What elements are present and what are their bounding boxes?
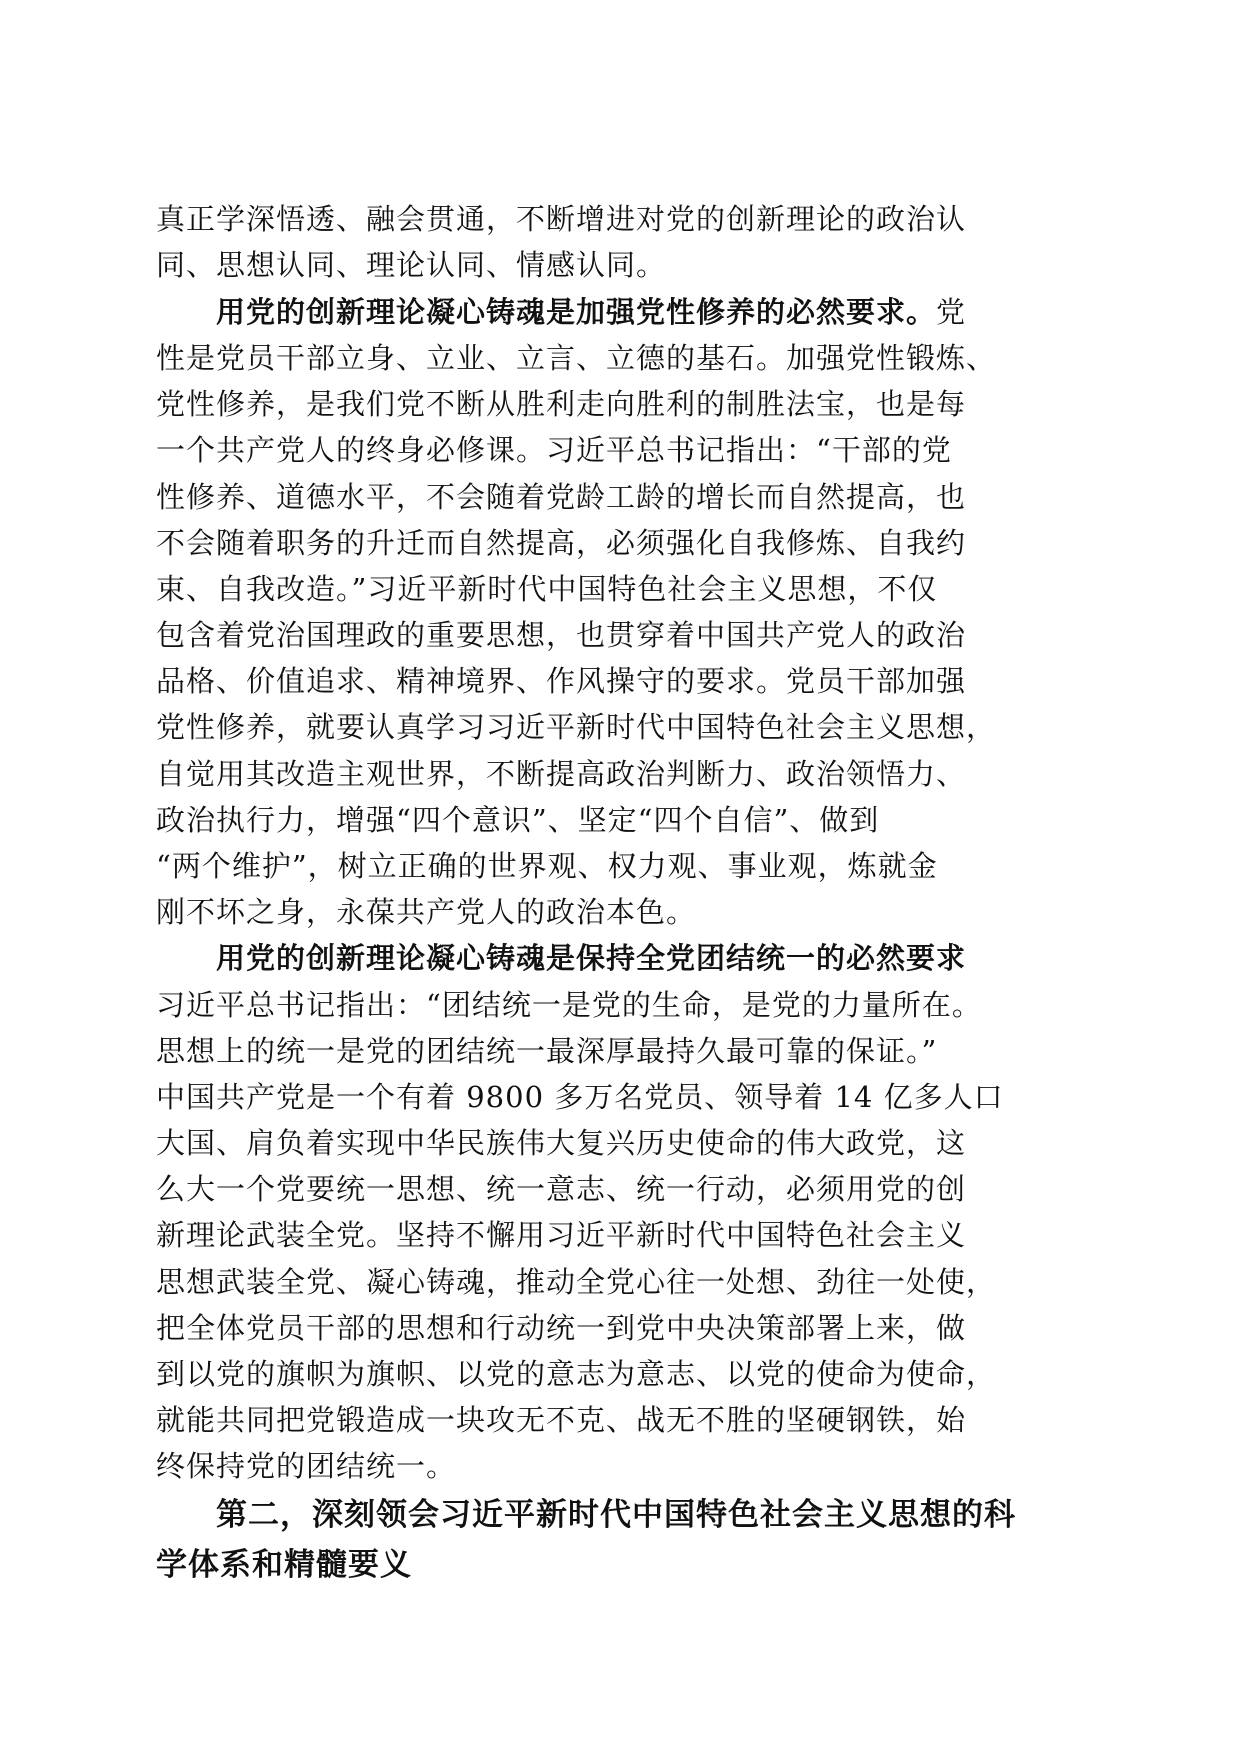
- text-line: 大国、肩负着实现中华民族伟大复兴历史使命的伟大政党，这: [156, 1126, 967, 1160]
- text-line: 自觉用其改造主观世界，不断提高政治判断力、政治领悟力、: [156, 757, 967, 791]
- text-fragment: 党: [936, 295, 967, 329]
- text-line: 同、思想认同、理论认同、情感认同。: [156, 248, 667, 282]
- text-line: 政治执行力，增强“四个意识”、坚定“四个自信”、做到: [156, 803, 880, 837]
- text-line: 么大一个党要统一思想、统一意志、统一行动，必须用党的创: [156, 1172, 967, 1206]
- text-line: “两个维护”，树立正确的世界观、权力观、事业观，炼就金: [156, 849, 938, 883]
- text-line: 就能共同把党锻造成一块攻无不克、战无不胜的坚硬钢铁，始: [156, 1403, 967, 1437]
- text-line: 习近平总书记指出：“团结统一是党的生命，是党的力量所在。: [156, 988, 982, 1022]
- text-line: 党性修养，是我们党不断从胜利走向胜利的制胜法宝，也是每: [156, 387, 967, 421]
- bold-lead-sentence: 用党的创新理论凝心铸魂是保持全党团结统一的必然要求: [216, 941, 967, 975]
- text-line: 把全体党员干部的思想和行动统一到党中央决策部署上来，做: [156, 1311, 967, 1345]
- section-heading-continued: 学体系和精髓要义: [156, 1547, 412, 1583]
- text-line: 思想武装全党、凝心铸魂，推动全党心往一处想、劲往一处使，: [156, 1265, 997, 1299]
- text-line: 刚不坏之身，永葆共产党人的政治本色。: [156, 895, 697, 929]
- paragraph-lead-line: [216, 289, 1076, 335]
- text-line: 中国共产党是一个有着 9800 多万名党员、领导着 14 亿多人口: [156, 1080, 1004, 1114]
- text-line: 包含着党治国理政的重要思想，也贯穿着中国共产党人的政治: [156, 618, 967, 652]
- section-heading: 第二，深刻领会习近平新时代中国特色社会主义思想的科: [216, 1497, 1016, 1533]
- bold-lead-sentence: 用党的创新理论凝心铸魂是加强党性修养的必然要求。: [216, 295, 937, 329]
- text-line: 性修养、道德水平，不会随着党龄工龄的增长而自然提高，也: [156, 480, 967, 514]
- text-line: 一个共产党人的终身必修课。习近平总书记指出：“干部的党: [156, 433, 952, 467]
- text-line: 新理论武装全党。坚持不懈用习近平新时代中国特色社会主义: [156, 1218, 967, 1252]
- text-line: 思想上的统一是党的团结统一最深厚最持久最可靠的保证。”: [156, 1034, 938, 1068]
- text-line: 终保持党的团结统一。: [156, 1449, 457, 1483]
- text-line: 性是党员干部立身、立业、立言、立德的基石。加强党性锻炼、: [156, 341, 997, 375]
- text-line: 品格、价值追求、精神境界、作风操守的要求。党员干部加强: [156, 664, 967, 698]
- text-line: 束、自我改造。”习近平新时代中国特色社会主义思想，不仅: [156, 572, 938, 606]
- text-line: 到以党的旗帜为旗帜、以党的意志为意志、以党的使命为使命，: [156, 1357, 997, 1391]
- text-line: 不会随着职务的升迁而自然提高，必须强化自我修炼、自我约: [156, 526, 967, 560]
- text-line: 真正学深悟透、融会贯通，不断增进对党的创新理论的政治认: [156, 202, 967, 236]
- text-line: 党性修养，就要认真学习习近平新时代中国特色社会主义思想，: [156, 710, 997, 744]
